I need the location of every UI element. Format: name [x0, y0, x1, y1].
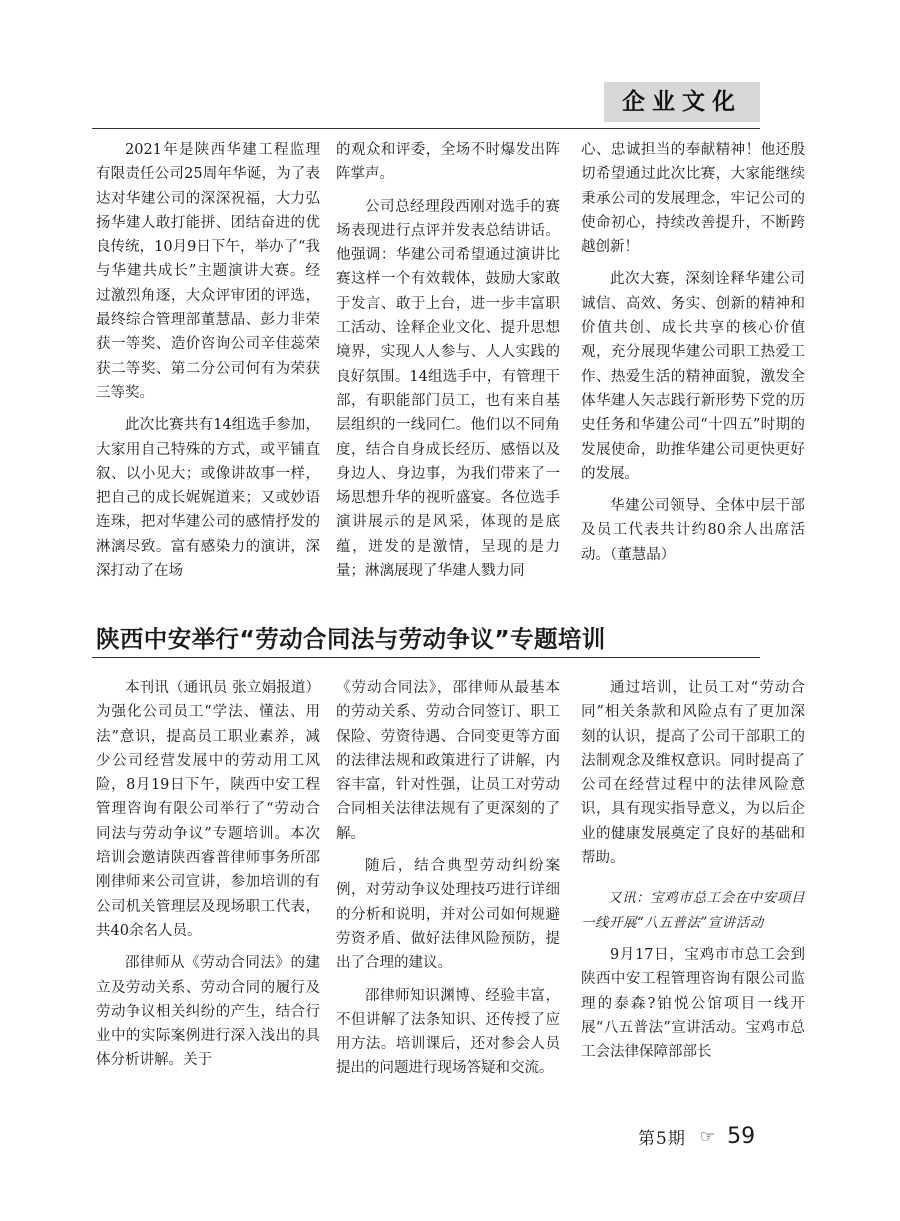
paragraph: 华建公司领导、全体中层干部及员工代表共计约80余人出席活动。（董慧晶） — [581, 498, 805, 563]
article-headline: 陕西中安举行“劳动合同法与劳动争议”专题培训 — [96, 625, 606, 653]
paragraph: 2021年是陕西华建工程监理有限责任公司25周年华诞，为了表达对华建公司的深深祝福，大力弘扬华建人敢打能拼、团结奋进的优良传统，10月9日下午，举办了“我与华建共成长”主题演讲大赛。经过激烈角逐，大众评审团的评选，最终综合管理部董慧晶、彭力非荣获一等奖、造价咨询公司辛佳蕊荣获二等奖、第二分公司何有为荣获三等奖。 — [96, 142, 320, 401]
paragraph: 的观众和评委，全场不时爆发出阵阵掌声。 — [336, 142, 560, 183]
top-rule — [92, 128, 760, 129]
paragraph: 本刊讯（通讯员 张立娟报道）为强化公司员工“学法、懂法、用法”意识，提高员工职业素养，减少公司经营发展中的劳动用工风险，8月19日下午，陕西中安工程管理咨询有限公司举行了“劳动合同法与劳动争议”专题培训。本次培训会邀请陕西睿普律师事务所邵刚律师来公司宣讲，参加培训的有公司机关管理层及现场职工代表，共40余名人员。 — [96, 680, 320, 939]
paragraph: 通过培训，让员工对“劳动合同”相关条款和风险点有了更加深刻的认识，提高了公司干部职工的法制观念及维权意识。同时提高了公司在经营过程中的法律风险意识，具有现实指导意义，为以后企业的健康发展奠定了良好的基础和帮助。 — [581, 680, 805, 867]
article2-column-3 — [581, 676, 805, 1064]
issue-number: 第5期 — [638, 1129, 686, 1149]
section-tag: 企业文化 — [604, 82, 760, 122]
paragraph: 公司总经理段西刚对选手的赛场表现进行点评并发表总结讲话。他强调：华建公司希望通过演讲比赛这样一个有效载体，鼓励大家敢于发言、敢于上台，进一步丰富职工活动、诠释企业文化、提升思想境界，实现人人参与、人人实践的良好氛围。14组选手中，有管理干部，有职能部门员工，也有来自基层组织的一线同仁。他们以不同角度，结合自身成长经历、感悟以及身边人、身边事，为我们带来了一场思想升华的视听盛宴。各位选手演讲展示的是风采，体现的是底蕴，迸发的是激情，呈现的是力量；淋漓展现了华建人戮力同 — [336, 198, 560, 580]
paragraph: 随后，结合典型劳动纠纷案例，对劳动争议处理技巧进行详细的分析和说明，并对公司如何规避劳资矛盾、做好法律风险预防，提出了合理的建议。 — [336, 858, 560, 972]
paragraph: 邵律师从《劳动合同法》的建立及劳动关系、劳动合同的履行及劳动争议相关纠纷的产生，结合行业中的实际案例进行深入浅出的具体分析讲解。关于 — [96, 955, 320, 1069]
paragraph: 邵律师知识渊博、经验丰富，不但讲解了法条知识、还传授了应用方法。培训课后，还对参会人员提出的问题进行现场答疑和交流。 — [336, 987, 560, 1077]
headline-rule — [92, 657, 760, 658]
paragraph: 此次比赛共有14组选手参加，大家用自己特殊的方式，或平铺直叙、以小见大；或像讲故事一样，把自己的成长娓娓道来；又或妙语连珠，把对华建公司的感情抒发的淋漓尽致。富有感染力的演讲，深深打动了在场 — [96, 417, 320, 580]
article1-column-2 — [336, 138, 560, 583]
paragraph: 9月17日，宝鸡市市总工会到陕西中安工程管理咨询有限公司监理的泰森?铂悦公馆项目一线开展“八五普法”宣讲活动。宝鸡市总工会法律保障部部长 — [581, 946, 805, 1061]
pointing-hand-icon: ☞ — [699, 1126, 716, 1147]
page-footer — [638, 1124, 755, 1149]
article1-column-3 — [581, 138, 805, 567]
article1-column-1 — [96, 138, 320, 583]
brief-title: 又讯：宝鸡市总工会在中安项目一线开展“八五普法”宣讲活动 — [581, 890, 805, 931]
article2-column-1 — [96, 676, 320, 1073]
paragraph: 心、忠诚担当的奉献精神！他还殷切希望通过此次比赛，大家能继续秉承公司的发展理念，牢记公司的使命初心，持续改善提升，不断跨越创新！ — [581, 142, 805, 256]
paragraph: 《劳动合同法》，邵律师从最基本的劳动关系、劳动合同签订、职工保险、劳资待遇、合同变更等方面的法律法规和政策进行了讲解，内容丰富，针对性强，让员工对劳动合同相关法律法规有了更深刻的了解。 — [336, 680, 560, 842]
article2-column-2 — [336, 676, 560, 1081]
page-number: 59 — [727, 1124, 756, 1149]
paragraph: 此次大赛，深刻诠释华建公司诚信、高效、务实、创新的精神和价值共创、成长共享的核心价值观，充分展现华建公司职工热爱工作、热爱生活的精神面貌，激发全体华建人矢志践行新形势下党的历史任务和华建公司“十四五”时期的发展使命，助推华建公司更快更好的发展。 — [581, 271, 805, 482]
